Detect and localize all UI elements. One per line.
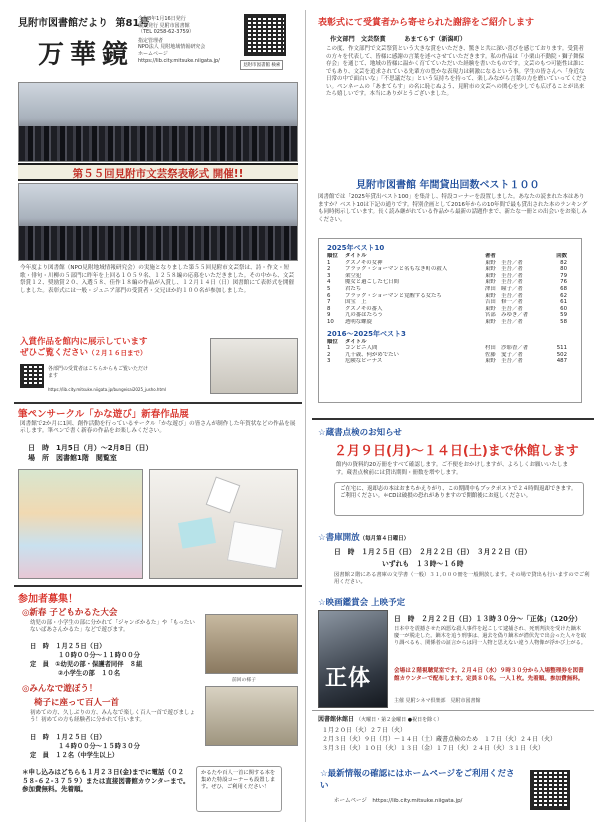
ranking-author: 東野 圭吾／著 bbox=[485, 266, 523, 273]
ranking-count: 80 bbox=[560, 266, 567, 273]
col-author: 著者 bbox=[485, 253, 496, 259]
ranking-row bbox=[327, 345, 573, 352]
stacks-sub: （毎月第４日曜日） bbox=[359, 536, 410, 542]
fude-artwork-photo bbox=[149, 469, 298, 579]
ranking-count: 82 bbox=[560, 259, 567, 266]
ranking-title: 九十歳、何がめでたい bbox=[345, 351, 399, 358]
ranking-author: 東野 圭吾／著 bbox=[485, 292, 523, 299]
ranking-row bbox=[327, 279, 573, 286]
fude-place-label: 場 所 bbox=[28, 454, 49, 462]
closure-dates: ２月９日(月)〜１４日(土)まで休館します bbox=[334, 444, 579, 459]
ranking-title: クスノキの女神 bbox=[345, 259, 383, 266]
ranking-count: 68 bbox=[560, 285, 567, 292]
col-count: 回数 bbox=[556, 253, 567, 259]
event1-details bbox=[30, 642, 142, 678]
ranking-row bbox=[327, 260, 573, 267]
footer-title: ☆最新情報の確認にはホームページをご利用ください bbox=[320, 769, 515, 791]
fude-place: 図書館1階 閲覧室 bbox=[56, 454, 117, 462]
manager: NPO法人 見附地域情報研究会 bbox=[138, 44, 206, 51]
ranking-row bbox=[327, 352, 573, 359]
calendar-heading bbox=[318, 714, 442, 723]
awards-banner: 第５５回見附市文芸祭表彰式 開催!! bbox=[18, 163, 298, 181]
event1-cap2: ②小学生の部 １０名 bbox=[58, 670, 121, 677]
ranking-count: 79 bbox=[560, 272, 567, 279]
ranking-count: 58 bbox=[560, 318, 567, 325]
best3-header bbox=[327, 339, 573, 346]
event2-title: ◎みんなで遊ぼう！ bbox=[22, 684, 98, 694]
ranking-row bbox=[327, 358, 573, 365]
issue-number: 第81号 bbox=[115, 18, 150, 29]
ranking-author: 澤田 瞳子／著 bbox=[485, 285, 523, 292]
ranking-count: 76 bbox=[560, 279, 567, 286]
fude-body: 図書館で2か月に1回、創作活動を行っているサークル「かな遊び」の皆さんが制作した年賀状などの作品を展示します。筆ペンで書く新春の作品をお楽しみください。 bbox=[20, 421, 296, 435]
issue-date: 令和8年1月16日発行 bbox=[138, 16, 186, 22]
publisher: 編集発行 見附市図書館 bbox=[138, 22, 190, 29]
thanks-title: 表彰式にて受賞者から寄せられた謝辞をご紹介します bbox=[318, 18, 535, 28]
ranking-rank: 2 bbox=[327, 351, 331, 358]
ranking-rank: 7 bbox=[327, 299, 331, 306]
ranking-rank: 10 bbox=[327, 318, 334, 325]
karuta-photo-caption: 前回の様子 bbox=[232, 678, 256, 683]
calendar-mar: ３月３日（火）１０日（火）１３日（金）１７日（火）２４日（火）３１日（火） bbox=[322, 745, 545, 752]
ranking-rank: 3 bbox=[327, 358, 331, 365]
ranking-title: コンビニ人間 bbox=[345, 345, 378, 352]
ranking-count: 487 bbox=[556, 358, 567, 365]
col-rank: 順位 bbox=[327, 253, 338, 259]
ceremony-photo-1 bbox=[18, 82, 298, 162]
ranking-author: 東野 圭吾／著 bbox=[485, 358, 523, 365]
display-sub: ぜひご覧ください bbox=[20, 348, 89, 358]
tel: （TEL 0258-62-3759） bbox=[138, 29, 195, 36]
karuta-photo bbox=[205, 614, 298, 674]
fude-exhibit-photo bbox=[18, 469, 143, 579]
ranking-title: 架空犯 bbox=[345, 272, 362, 279]
thanks-body: この度、作文部門で文芸祭賞という大きな賞をいただき、驚きと共に深い喜びを感じております。受賞者の方々を代表して、皆様に感謝の言葉を述べさせていただきます。私の作品は「小栗山不動院・獅子舞保存会」を通じて、地域の皆様に温かく育てていただいた経験を書いたものです。文芸のもつ可能性は誰にでもあり、文芸を追求されている先輩方の豊かな表現力は刺激になるという事。学生の皆さんへ「身近な日常の中で面白いな」「不思議だな」という気持ちを持って、楽しみながら言葉の力を磨いていってください。ペンネームの「あまてらす」の名に恥じぬよう、見附市の文芸への関心を少しでも広げることが出来たら嬉しいです。本当にありがとうございました。 bbox=[326, 46, 588, 97]
display-title: 入賞作品を館内に展示しています bbox=[20, 337, 148, 347]
movie-poster-title: 正体 bbox=[325, 666, 372, 691]
movie-poster bbox=[318, 610, 388, 708]
calendar-title: 図書館休館日 bbox=[318, 716, 355, 723]
ranking-author: 東野 圭吾／著 bbox=[485, 272, 523, 279]
best3-title: 2016〜2025年ベスト3 bbox=[327, 329, 406, 338]
event1-cap1: ①幼児の部・保護者同伴 ８組 bbox=[55, 661, 143, 668]
ranking-title: 透明な螺旋 bbox=[345, 318, 372, 325]
ranking-title: ブラック・ショーマンと覚醒する女たち bbox=[345, 292, 442, 299]
ranking-row bbox=[327, 312, 573, 319]
calendar-feb: ２月３日（火）９日（月）〜１４日（土）蔵書点検のため １７日（火）２４日（火） bbox=[322, 736, 557, 743]
ceremony-photo-2 bbox=[18, 183, 298, 261]
apply-notice: ＊申し込みはどちらも１月２３日(金)までに電話（０２５８-６２-３７５９）または直接図書館カウンターまで。参加費無料。先着順。 bbox=[22, 768, 190, 794]
table-header bbox=[327, 253, 573, 260]
ranking-rank: 2 bbox=[327, 266, 331, 273]
event2-date-label: 日 時 bbox=[30, 734, 49, 741]
stacks-time: いずれも １３時〜１６時 bbox=[382, 560, 464, 568]
col-title: タイトル bbox=[345, 338, 367, 345]
homepage-label: ホームページ bbox=[138, 50, 168, 57]
event2-details bbox=[30, 733, 140, 760]
ranking-title: 見附市図書館 年間貸出回数ベスト１００ bbox=[356, 180, 540, 191]
event1-body: 幼児の部・小学生の部に分かれて「ジャンボかるた」や「もったいないばあさんかるた」などで遊びます。 bbox=[30, 620, 195, 634]
closure-body: 館内の資料約20万冊をすべて確認します。ご不便をおかけしますが、よろしくお願いいたします。蔵書点検前には貸出期間・冊数を増やします。 bbox=[336, 462, 568, 476]
movie-venue: 会場は２階視聴覚室です。２月４日（水）９時３０分から入場整理券を図書館カウンターで配布します。定員８０名。一人１枚。先着順。参加費無料。 bbox=[394, 668, 584, 682]
display-date: （２月１６日まで） bbox=[88, 349, 147, 357]
newsletter-series: 見附市図書館だより bbox=[18, 18, 108, 29]
recruit-title: 参加者募集！ bbox=[18, 594, 78, 605]
best3-list bbox=[327, 345, 573, 365]
event2-date: １月２５日（日） bbox=[55, 734, 106, 741]
ranking-rank: 6 bbox=[327, 292, 331, 299]
awards-body: 今年度より図書館（NPO見附地域情報研究会）の実施となりました第５５回見附市文芸祭は、詩・作文・短歌・俳句・川柳の５部門に昨年を上回る１０５９名、１２５８編の応募をいただきました。その中から、文芸祭賞１２、奨励賞２０、入選５８、佳作１８編の作品が入賞し、１２月１４日（日）図書館にて表彰式を開催しました。表彰式には一般・ジュニア部門の受賞者・父兄ほか約１００名が参加しました。 bbox=[20, 265, 295, 294]
ranking-rank: 1 bbox=[327, 259, 331, 266]
ranking-row bbox=[327, 293, 573, 300]
event1-cap-label: 定 員 bbox=[30, 661, 49, 668]
ranking-count: 60 bbox=[560, 305, 567, 312]
movie-body: 日本中を震撼させた凶悪な殺人事件を起こして逮捕され、死刑判決を受けた鏑木慶一が脱走した。鏑木を追う刑事は、過去を偽り鏑木が潜伏先で出会った人々を取り調べるも、関係者の証言からは同一人物と思えない違う人物像が浮かび上がる。 bbox=[394, 626, 586, 646]
event2-cap-label: 定 員 bbox=[30, 752, 49, 759]
ranking-count: 511 bbox=[556, 345, 567, 352]
ranking-intro: 図書館では「2025年貸出ベスト100」を集計し、特設コーナーを設置しました。あなたの読まれた本はありますか？ベスト10は下記の通りです。特別企画として2016年からの10年間で最も貸出された本のランキングも同時掲示しています。長く読み継がれている作品から最新の話題作まで、新たな一冊との出会いをお楽しみください。 bbox=[318, 194, 588, 223]
stacks-date-label: 日 時 bbox=[334, 548, 355, 556]
ranking-row bbox=[327, 286, 573, 293]
awards-qr-code[interactable] bbox=[20, 364, 44, 388]
event1-time: １０時００分〜１１時００分 bbox=[58, 652, 140, 659]
ranking-title: クスノキの番人 bbox=[345, 305, 383, 312]
ranking-rank: 3 bbox=[327, 272, 331, 279]
special-corner-note: かるたや百人一首に関する本を集めた特設コーナーも設置します。ぜひ、ご利用ください！ bbox=[196, 766, 282, 812]
footer-hp bbox=[334, 798, 462, 805]
ranking-count: 62 bbox=[560, 292, 567, 299]
calendar-legend: （火曜日・第２金曜日 ●祝日を除く） bbox=[356, 717, 443, 723]
stacks-dates-line bbox=[334, 546, 531, 556]
thanks-meta: 作文部門 文芸祭賞 あまてらす（新潟町） bbox=[330, 36, 467, 43]
ranking-row bbox=[327, 319, 573, 326]
event2-body: 初めての方、久しぶりの方、みんなで楽しく百人一首で遊びましょう！初めての方も経験者に分かれて行います。 bbox=[30, 710, 196, 724]
display-notice bbox=[20, 337, 220, 359]
event1-title: ◎新春 子どもかるた大会 bbox=[22, 608, 118, 618]
column-divider bbox=[305, 10, 306, 822]
newsletter-name: 万華鏡 bbox=[38, 40, 135, 70]
ranking-rank: 5 bbox=[327, 285, 331, 292]
ranking-author: 東野 圭吾／著 bbox=[485, 305, 523, 312]
ranking-author: 東野 圭吾／著 bbox=[485, 279, 523, 286]
ranking-row bbox=[327, 266, 573, 273]
stacks-title bbox=[318, 531, 409, 543]
movie-title: ☆映画鑑賞会 上映予定 bbox=[318, 598, 406, 608]
ranking-row bbox=[327, 299, 573, 306]
event2-subtitle: 椅子に座って百人一首 bbox=[34, 698, 120, 708]
library-qr-code[interactable] bbox=[244, 14, 286, 56]
calendar-lines bbox=[322, 726, 592, 753]
fude-title: 筆ペンサークル「かな遊び」新春作品展 bbox=[18, 409, 189, 420]
section-divider bbox=[312, 710, 594, 711]
footer-hp-url[interactable]: https://lib.city.mitsuke.niigata.jp/ bbox=[372, 798, 463, 804]
ranking-rank: 9 bbox=[327, 312, 331, 319]
fude-date-label: 日 時 bbox=[28, 444, 49, 452]
top10-list bbox=[327, 260, 573, 326]
qr-caption: 見附市図書館 検索 bbox=[240, 60, 283, 70]
display-photo bbox=[210, 338, 298, 394]
stacks-dates: １月２５日（日） ２月２２日（日） ３月２２日（日） bbox=[361, 548, 532, 556]
fude-date: 1月5日（月）〜2月8日（日） bbox=[56, 444, 153, 452]
movie-sponsor: 主催 見附シネマ倶楽部 見附市図書館 bbox=[394, 698, 481, 704]
ranking-title: 九の番はたろう bbox=[345, 312, 383, 319]
ranking-author: 吉田 修一／著 bbox=[485, 299, 523, 306]
closure-note: ご在宅に、返却志の本はおまちかえりがり、この期間中もブックポストで２４時間返却できます。ご利用ください。＊CDは破損の恐れがありますので開館後にお返しください。 bbox=[334, 482, 584, 516]
event1-date: １月２５日（日） bbox=[55, 643, 106, 650]
ranking-rank: 1 bbox=[327, 345, 331, 352]
calendar-jan: １月２０日（火）２７日（火） bbox=[322, 727, 407, 734]
event2-cap: １２名（中学生以上） bbox=[55, 752, 119, 759]
awards-url[interactable]: https://lib.city.mitsuke.niigata.jp/bungeisai2025_jusho.html bbox=[48, 387, 167, 392]
col-title: タイトル bbox=[345, 253, 367, 259]
section-divider bbox=[312, 418, 594, 420]
awards-qr-text: 各部門の受賞者はこちらからもご覧いただけます bbox=[48, 366, 149, 379]
stacks-title-text: ☆書庫開放 bbox=[318, 533, 360, 543]
stacks-body: 図書館２階にある書庫の文学書（一般）３１,０００冊を一般開放します。その場で貸出も行いますのでご利用ください。 bbox=[334, 572, 590, 586]
footer-hp-label: ホームページ bbox=[334, 798, 367, 804]
event1-date-label: 日 時 bbox=[30, 643, 49, 650]
section-divider bbox=[14, 585, 302, 587]
col-rank: 順位 bbox=[327, 338, 338, 345]
ranking-author: 村田 沙耶香／著 bbox=[485, 345, 529, 352]
ranking-table bbox=[318, 238, 582, 403]
ranking-author: 東野 圭吾／著 bbox=[485, 318, 523, 325]
footer-qr-code[interactable] bbox=[530, 770, 570, 810]
ranking-count: 59 bbox=[560, 312, 567, 319]
ranking-row bbox=[327, 306, 573, 313]
ranking-title: ブラック・ショーマンと名もなき町の殺人 bbox=[345, 266, 448, 273]
ranking-row bbox=[327, 273, 573, 280]
ranking-rank: 8 bbox=[327, 305, 331, 312]
ranking-count: 502 bbox=[556, 351, 567, 358]
top10-title: 2025年ベスト10 bbox=[327, 244, 385, 252]
ranking-count: 61 bbox=[560, 299, 567, 306]
homepage-url[interactable]: https://lib.city.mitsuke.niigata.jp/ bbox=[138, 57, 220, 64]
manager-label: 指定管理者 bbox=[138, 37, 164, 44]
ranking-author: 宮部 みゆき／著 bbox=[485, 312, 529, 319]
event2-time: １４時００分〜１５時３０分 bbox=[58, 743, 140, 750]
ranking-author: 佐藤 愛子／著 bbox=[485, 351, 523, 358]
closure-title: ☆蔵書点検のお知らせ bbox=[318, 428, 402, 438]
ranking-title: 君たち bbox=[345, 285, 362, 292]
ranking-title: 危険なビーナス bbox=[345, 358, 383, 365]
newsletter-header bbox=[18, 14, 300, 80]
hyakunin-photo bbox=[205, 686, 298, 746]
section-divider bbox=[14, 402, 302, 404]
movie-date-line: 日 時 ２月２２日（日）１３時３０分〜「正体」（120分） bbox=[394, 615, 582, 623]
ranking-rank: 4 bbox=[327, 279, 331, 286]
fude-details bbox=[28, 443, 152, 463]
ranking-title: 国宝 上 bbox=[345, 299, 367, 306]
ranking-title: 魔女と過ごした七日間 bbox=[345, 279, 399, 286]
ranking-author: 東野 圭吾／著 bbox=[485, 259, 523, 266]
